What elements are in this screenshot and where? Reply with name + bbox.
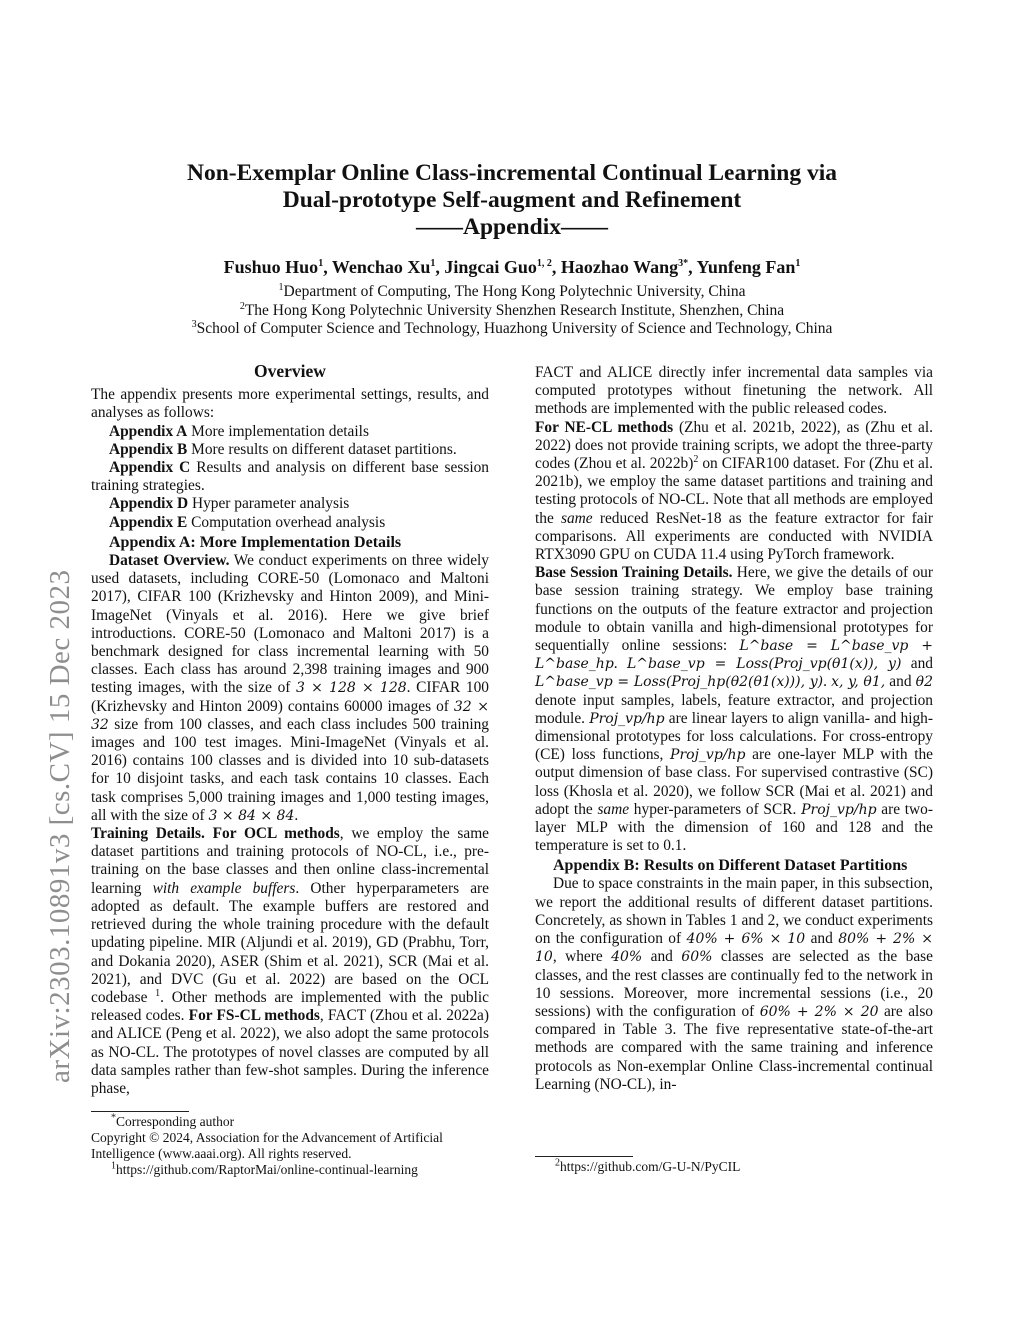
appendix-list-item: Appendix C Results and analysis on different base session training strategies. bbox=[91, 459, 489, 495]
footnote-rule bbox=[91, 1111, 189, 1112]
copyright-note: Copyright © 2024, Association for the Advancement of Artificial Intelligence (www.aaai.org). All rights reserved. bbox=[91, 1130, 443, 1161]
affiliations bbox=[0, 283, 1024, 339]
title-line-1: Non-Exemplar Online Class-incremental Continual Learning via bbox=[187, 160, 837, 186]
appendix-list-item: Appendix E Computation overhead analysis bbox=[109, 513, 386, 531]
author: Yunfeng Fan$^1$ bbox=[696, 257, 801, 277]
appendix-a-heading: Appendix A: More Implementation Details bbox=[109, 533, 402, 551]
right-column bbox=[535, 364, 933, 1094]
author-list bbox=[0, 257, 1024, 278]
title-line-3: ——Appendix—— bbox=[416, 214, 608, 240]
title-line-2: Dual-prototype Self-augment and Refinement bbox=[282, 187, 742, 213]
footnote-1: $^1$https://github.com/RaptorMai/online-continual-learning bbox=[111, 1160, 418, 1177]
corresponding-author-note: *Corresponding author bbox=[111, 1112, 235, 1129]
appendix-list-item: Appendix D Hyper parameter analysis bbox=[109, 495, 350, 513]
dataset-overview-paragraph: Dataset Overview. We conduct experiments on three widely used datasets, including CORE-50 (Lomonaco and Maltoni 2017), CIFAR 100 (Krizhevsky and Hinton 2009), and Mini-ImageNet (Vinyals et al. 2016). Here we give brief introductions. CORE-50 (Lomonaco and Maltoni 2017) is a benchmark designed for class incremental learning with 50 classes. Each class has around 2,398 training images and 900 testing images, with the size of 3 × 128 × 128. CIFAR 100 (Krizhevsky and Hinton 2009) contains 60000 images of 32 × 32 size from 100 classes, and each class includes 500 training images and 100 test images. Mini-ImageNet (Vinyals et al. 2016) contains 100 classes and is divided into 10 sub-datasets for 10 disjoint tasks, and each task contains 10 classes. Each task comprises 5,000 training images and 1,000 testing images, all with the size of 3 × 84 × 84. bbox=[91, 552, 490, 824]
base-session-paragraph: Base Session Training Details. Here, we give the details of our base session training strategy. We employ base training functions on the outputs of the feature extractor and projection module to obtain vanilla and high-dimensional prototypes for sequentially online sessions: L^base = L^base_vp + L^base_hp. L^base_vp = Loss(Proj_vp(θ1(x)), y) and L^base_vp = Loss(Proj_hp(θ2(θ1(x))), y). x, y, θ1, and θ2 denote input samples, labels, feature extractor, and projection module. Proj_vp/hp are linear layers to align vanilla- and high-dimensional prototypes for loss calculations. For cross-entropy (CE) loss functions, Proj_vp/hp are one-layer MLP with the output dimension of base class. For supervised contrastive (SC) loss (Khosla et al. 2020), we follow SCR (Mai et al. 2021) and adopt the same hyper-parameters of SCR. Proj_vp/hp are two-layer MLP with the dimension of 160 and 128 and the temperature is set to 0.1. bbox=[535, 564, 933, 855]
fact-alice-paragraph: FACT and ALICE directly infer incremental data samples via computed prototypes without finetuning the network. All methods are implemented with the public released codes. For NE-CL methods (Zhu et al. 2021b, 2022), as (Zhu et al. 2022) does not provide training scripts, we adopt the three-party codes (Zhou et al. 2022b)$^2$ on CIFAR100 dataset. For (Zhu et al. 2021b), we employ the same dataset partitions and training and testing protocols of NO-CL. Note that all methods are employed the same reduced ResNet-18 as the feature extractor for fair comparisons. All experiments are conducted with NVIDIA RTX3090 GPU on CUDA 11.4 using PyTorch framework. bbox=[535, 364, 933, 564]
appendix-list-item: Appendix A More implementation details bbox=[109, 422, 369, 440]
appendix-list-item: Appendix B More results on different dataset partitions. bbox=[109, 440, 457, 458]
left-column bbox=[91, 362, 489, 1098]
left-footnotes bbox=[91, 1105, 489, 1178]
affiliation: $^1$Department of Computing, The Hong Kong Polytechnic University, China bbox=[278, 281, 746, 300]
arxiv-side-stamp: arXiv:2303.10891v3 [cs.CV] 15 Dec 2023 bbox=[44, 569, 76, 1083]
right-footnotes bbox=[535, 1150, 933, 1175]
paper-title bbox=[0, 160, 1024, 241]
footnote-2: $^2$https://github.com/G-U-N/PyCIL bbox=[555, 1157, 741, 1174]
appendix-b-paragraph: Due to space constraints in the main paper, in this subsection, we report the additional results of different dataset partitions. Concretely, as shown in Tables 1 and 2, we conduct experiments on the configuration of 40% + 6% × 10 and 80% + 2% × 10, where 40% and 60% classes are selected as the base classes, and the rest classes are continually fed to the network in 10 sessions. Moreover, more incremental sessions (i.e., 20 sessions) with the configuration of 60% + 2% × 20 are also compared in Table 3. The five representative state-of-the-art methods are compared with the same training and inference protocols as Non-exemplar Online Class-incremental continual Learning (NO-CL), in- bbox=[535, 875, 934, 1093]
training-details-paragraph: Training Details. For OCL methods, we employ the same dataset partitions and training protocols of NO-CL, i.e., pre-training on the base classes and then online class-incremental learning with example buffers. Other hyperparameters are adopted as default. The example buffers are restored and retrieved during the whole training procedure with the default updating pipeline. MIR (Aljundi et al. 2019), GD (Prabhu, Torr, and Dokania 2020), ASER (Shim et al. 2021), SCR (Mai et al. 2021), and DVC (Gu et al. 2022) are based on the OCL codebase $^1$. Other methods are implemented with the public released codes. For FS-CL methods, FACT (Zhou et al. 2022a) and ALICE (Peng et al. 2022), we also adopt the same protocols as NO-CL. The prototypes of novel classes are computed by all data samples rather than few-shot samples. During the inference phase, bbox=[91, 825, 490, 1097]
author: Haozhao Wang$^{3*}$, bbox=[560, 257, 697, 277]
affiliation: $^2$The Hong Kong Polytechnic University Shenzhen Research Institute, Shenzhen, China bbox=[239, 300, 785, 319]
appendix-b-heading: Appendix B: Results on Different Dataset Partitions bbox=[553, 857, 908, 875]
footnote-rule bbox=[535, 1156, 633, 1157]
affiliation: $^3$School of Computer Science and Technology, Huazhong University of Science and Technology, China bbox=[191, 318, 833, 337]
overview-intro: The appendix presents more experimental settings, results, and analyses as follows: bbox=[91, 386, 489, 422]
author: Jingcai Guo$^{1, 2}$, bbox=[444, 257, 561, 277]
author: Fushuo Huo$^1$, bbox=[223, 257, 332, 277]
overview-heading: Overview bbox=[254, 361, 326, 381]
author: Wenchao Xu$^1$, bbox=[331, 257, 445, 277]
